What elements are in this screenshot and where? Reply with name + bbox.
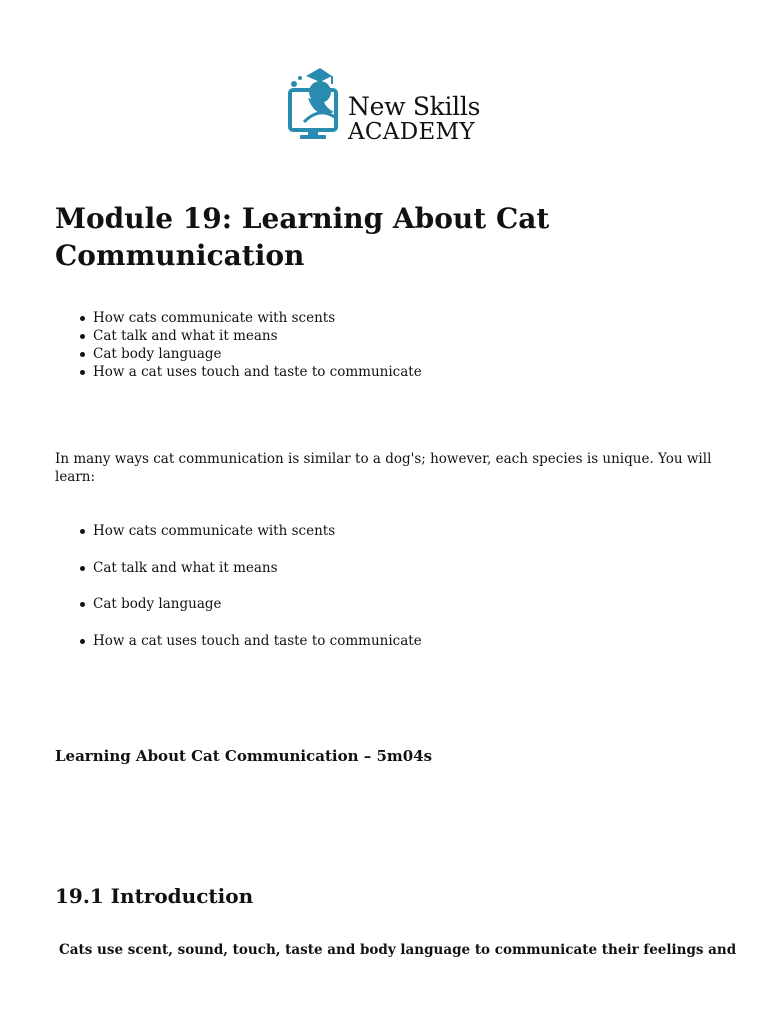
list-item: How cats communicate with scents [55, 522, 422, 540]
video-title: Learning About Cat Communication – 5m04s [55, 747, 433, 765]
list-item: Cat talk and what it means [55, 559, 422, 577]
section-text: Cats use scent, sound, touch, taste and body language to communicate their feelings and [59, 942, 737, 958]
list-item: Cat talk and what it means [55, 327, 422, 345]
logo-text-academy: ACADEMY [348, 119, 475, 145]
new-skills-academy-logo [286, 62, 486, 144]
module-title: Module 19: Learning About Cat Communication [55, 202, 550, 272]
logo-text-new-skills: New Skills [348, 92, 481, 121]
section-heading: 19.1 Introduction [55, 884, 254, 908]
summary-list [55, 309, 422, 381]
intro-paragraph: In many ways cat communication is similar to a dog's; however, each species is unique. You will learn: [55, 451, 712, 485]
learn-list [55, 522, 422, 668]
academy-logo-icon [286, 62, 348, 144]
list-item: How cats communicate with scents [55, 309, 422, 327]
list-item: Cat body language [55, 595, 422, 613]
list-item: How a cat uses touch and taste to communicate [55, 363, 422, 381]
list-item: Cat body language [55, 345, 422, 363]
list-item: How a cat uses touch and taste to communicate [55, 632, 422, 650]
